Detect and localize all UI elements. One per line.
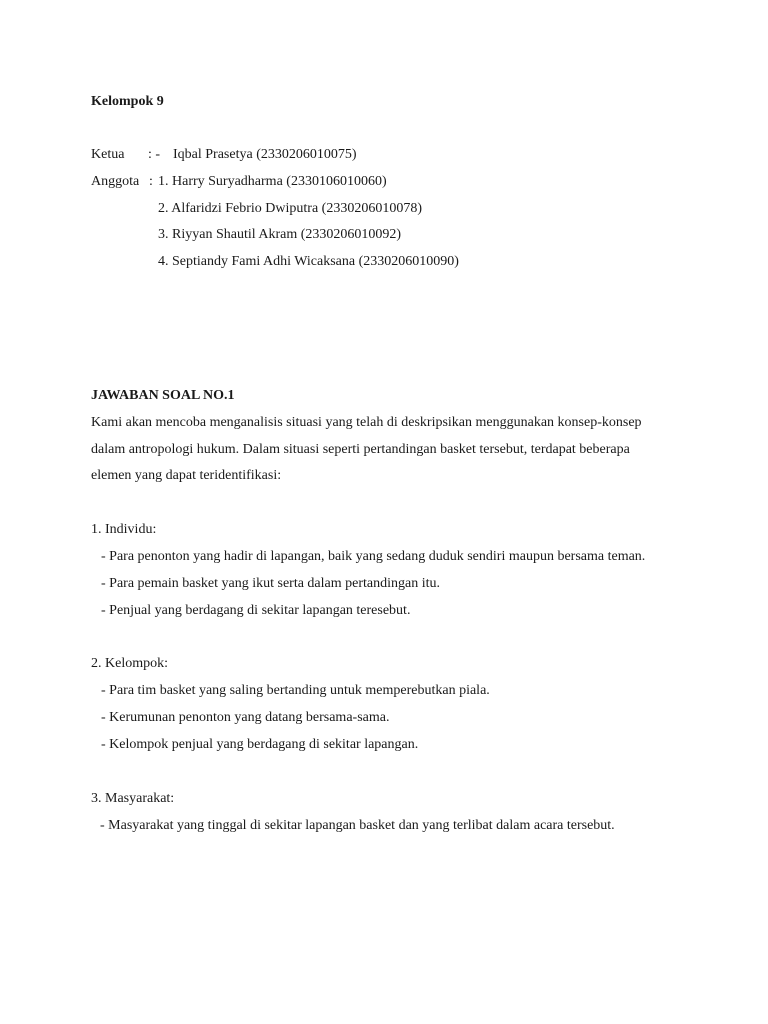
ketua-name: Iqbal Prasetya (2330206010075) xyxy=(173,147,357,162)
anggota-label: Anggota xyxy=(91,174,140,189)
intro-line: dalam antropologi hukum. Dalam situasi seperti pertandingan basket tersebut, terdapat beberapa xyxy=(91,442,630,457)
list-item: - Masyarakat yang tinggal di sekitar lapangan basket dan yang terlibat dalam acara tersebut. xyxy=(100,818,615,833)
answer-title: JAWABAN SOAL NO.1 xyxy=(91,388,235,403)
list-item: - Kelompok penjual yang berdagang di sekitar lapangan. xyxy=(101,737,419,752)
ketua-label: Ketua xyxy=(91,147,125,162)
group-title: Kelompok 9 xyxy=(91,94,164,109)
section-heading-kelompok: 2. Kelompok: xyxy=(91,656,168,671)
member-item: 2. Alfaridzi Febrio Dwiputra (2330206010078) xyxy=(158,201,423,216)
list-item: - Para penonton yang hadir di lapangan, baik yang sedang duduk sendiri maupun bersama teman. xyxy=(101,549,646,564)
section-heading-masyarakat: 3. Masyarakat: xyxy=(91,791,175,806)
list-item: - Para tim basket yang saling bertanding untuk memperebutkan piala. xyxy=(101,683,490,698)
member-item: 4. Septiandy Fami Adhi Wicaksana (2330206010090) xyxy=(158,254,459,269)
list-item: - Kerumunan penonton yang datang bersama-sama. xyxy=(101,710,390,725)
intro-line: elemen yang dapat teridentifikasi: xyxy=(91,468,282,483)
intro-line: Kami akan mencoba menganalisis situasi yang telah di deskripsikan menggunakan konsep-konsep xyxy=(91,415,642,430)
member-item: 3. Riyyan Shautil Akram (2330206010092) xyxy=(158,227,402,242)
list-item: - Penjual yang berdagang di sekitar lapangan teresebut. xyxy=(101,603,411,618)
anggota-separator: : xyxy=(149,174,153,189)
section-heading-individu: 1. Individu: xyxy=(91,522,157,537)
ketua-separator: : - xyxy=(148,147,161,162)
member-item: 1. Harry Suryadharma (2330106010060) xyxy=(158,174,387,189)
list-item: - Para pemain basket yang ikut serta dalam pertandingan itu. xyxy=(101,576,441,591)
